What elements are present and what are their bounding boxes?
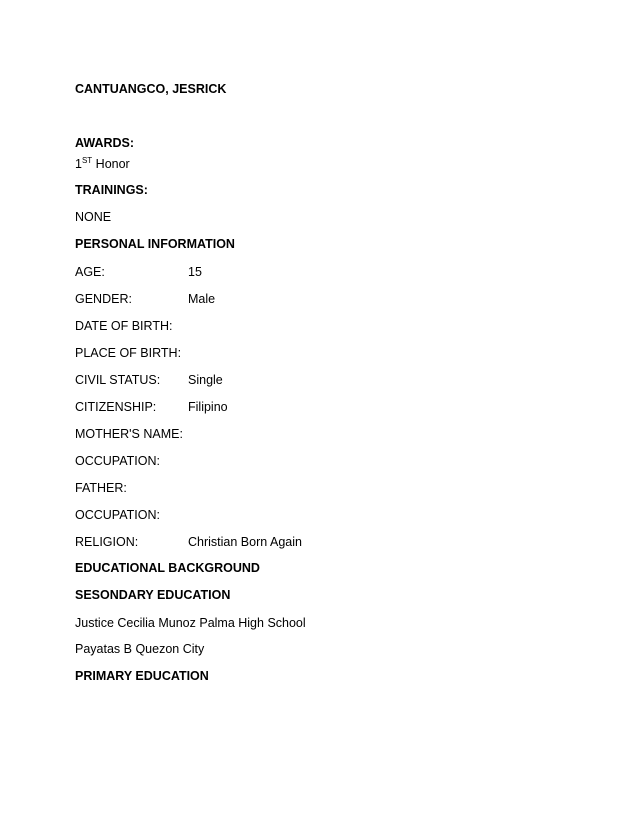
mother-row	[75, 426, 183, 442]
age-label: AGE:	[75, 265, 105, 279]
education-heading: EDUCATIONAL BACKGROUND	[75, 561, 260, 575]
religion-label: RELIGION:	[75, 535, 139, 549]
pob-label: PLACE OF BIRTH:	[75, 346, 182, 360]
citizenship-label: CITIZENSHIP:	[75, 400, 157, 414]
award-text: Honor	[92, 157, 130, 171]
civil-status-value: Single	[188, 373, 223, 387]
dob-label: DATE OF BIRTH:	[75, 319, 173, 333]
father-row	[75, 480, 127, 496]
award-rank: 1	[75, 157, 82, 171]
mother-occupation-label: OCCUPATION:	[75, 454, 160, 468]
citizenship-row	[75, 399, 228, 415]
award-rank-suffix: ST	[81, 156, 93, 165]
trainings-heading: TRAININGS:	[75, 183, 148, 197]
citizenship-value: Filipino	[188, 400, 228, 414]
primary-education-heading: PRIMARY EDUCATION	[75, 669, 209, 683]
gender-value: Male	[188, 292, 216, 306]
civil-status-row	[75, 372, 223, 388]
gender-label: GENDER:	[75, 292, 132, 306]
pob-row	[75, 345, 181, 361]
gender-row	[75, 291, 215, 307]
dob-row	[75, 318, 172, 334]
religion-row	[75, 534, 302, 550]
religion-value: Christian Born Again	[188, 535, 302, 549]
age-row	[75, 264, 202, 280]
civil-status-label: CIVIL STATUS:	[75, 373, 161, 387]
trainings-value: NONE	[75, 210, 112, 224]
personal-info-heading: PERSONAL INFORMATION	[75, 237, 235, 251]
secondary-school-name: Justice Cecilia Munoz Palma High School	[75, 616, 306, 630]
secondary-education-heading: SESONDARY EDUCATION	[75, 588, 231, 602]
age-value: 15	[188, 265, 202, 279]
father-occupation-label: OCCUPATION:	[75, 508, 160, 522]
father-label: FATHER:	[75, 481, 127, 495]
father-occupation-row	[75, 507, 160, 523]
applicant-name: CANTUANGCO, JESRICK	[75, 82, 227, 96]
secondary-school-address: Payatas B Quezon City	[75, 642, 205, 656]
mother-label: MOTHER'S NAME:	[75, 427, 183, 441]
award-item	[75, 156, 130, 172]
awards-heading: AWARDS:	[75, 136, 135, 150]
mother-occupation-row	[75, 453, 160, 469]
